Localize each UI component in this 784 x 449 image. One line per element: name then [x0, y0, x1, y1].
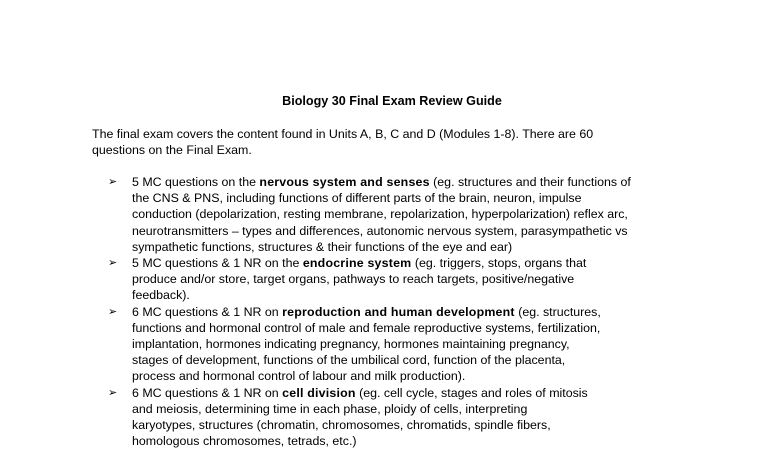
item-prefix: 6 MC questions & 1 NR on [132, 385, 283, 400]
item-text: (eg. structures, [514, 304, 601, 319]
item-text: (eg. triggers, stops, organs that [411, 256, 587, 271]
item-text: karyotypes, structures (chromatin, chromosomes, chromatids, spindle fibers, [132, 418, 551, 433]
item-topic: cell division [282, 385, 356, 400]
item-topic: reproduction and human development [282, 304, 515, 319]
list-item-cell-division [108, 385, 728, 449]
arrow-bullet-icon: ➢ [108, 385, 118, 399]
item-text: feedback). [132, 288, 190, 303]
arrow-bullet-icon: ➢ [108, 304, 118, 318]
item-prefix: 5 MC questions on the [132, 175, 260, 189]
item-text: (eg. cell cycle, stages and roles of mitosis [355, 385, 588, 400]
item-text: homologous chromosomes, tetrads, etc.) [132, 434, 357, 449]
item-text: sympathetic functions, structures & their functions of the eye and ear) [132, 239, 513, 254]
item-prefix: 5 MC questions & 1 NR on the [132, 256, 303, 271]
item-text: the CNS & PNS, including functions of different parts of the brain, neuron, impulse [132, 191, 582, 206]
item-text: and meiosis, determining time in each phase, ploidy of cells, interpreting [132, 401, 528, 416]
item-topic: endocrine system [302, 256, 412, 271]
list-item-reproduction [108, 304, 728, 385]
item-text: (eg. structures and their functions of [429, 175, 631, 189]
topic-list [108, 174, 728, 449]
item-text: stages of development, functions of the umbilical cord, function of the placenta, [132, 353, 566, 368]
list-item-first-line [132, 385, 728, 401]
item-text: produce and/or store, target organs, pathways to reach targets, positive/negative [132, 272, 575, 287]
list-item-first-line [132, 174, 728, 190]
item-topic: nervous system and senses [259, 175, 430, 189]
intro-line: questions on the Final Exam. [92, 143, 252, 158]
arrow-bullet-icon: ➢ [108, 175, 118, 188]
page-title: Biology 30 Final Exam Review Guide [282, 94, 502, 108]
item-text: neurotransmitters – types and differences, autonomic nervous system, parasympathetic vs [132, 223, 628, 238]
intro-paragraph [92, 126, 712, 158]
list-item-first-line [132, 255, 728, 271]
list-item-nervous-system [108, 174, 728, 255]
item-prefix: 6 MC questions & 1 NR on [132, 304, 283, 319]
item-text: implantation, hormones indicating pregnancy, hormones maintaining pregnancy, [132, 337, 570, 352]
item-text: process and hormonal control of labour and milk production). [132, 369, 466, 384]
list-item-first-line [132, 304, 728, 320]
list-item-endocrine-system [108, 255, 728, 304]
intro-line: The final exam covers the content found in Units A, B, C and D (Modules 1-8). There are 60 [92, 127, 594, 141]
arrow-bullet-icon: ➢ [108, 256, 118, 270]
item-text: functions and hormonal control of male and female reproductive systems, fertilization, [132, 320, 601, 335]
item-text: conduction (depolarization, resting membrane, repolarization, hyperpolarization) reflex arc, [132, 207, 628, 222]
